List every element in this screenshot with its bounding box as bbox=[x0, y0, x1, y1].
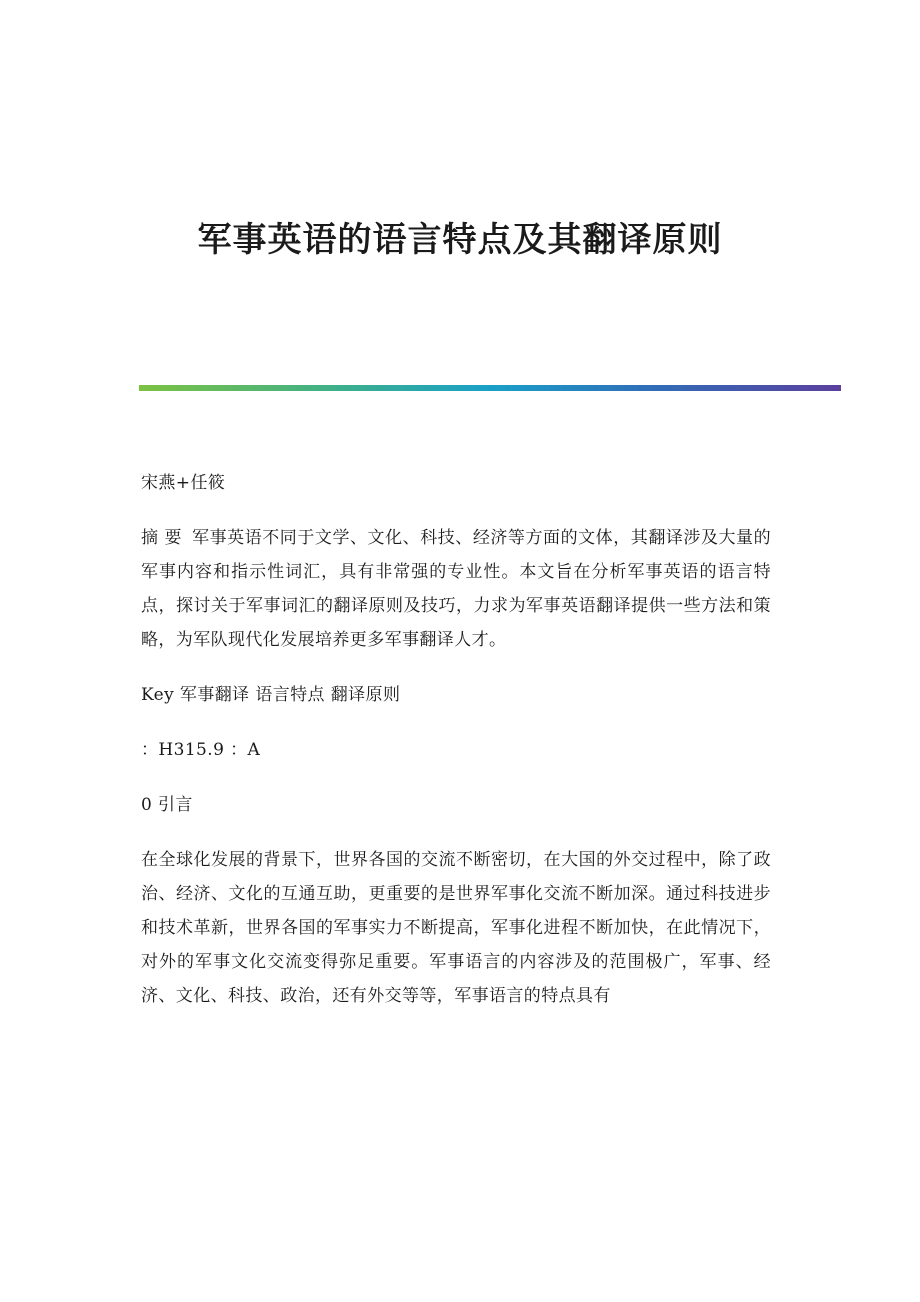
author-line: 宋燕+任筱 bbox=[141, 473, 226, 493]
abstract-text: 军事英语不同于文学、文化、科技、经济等方面的文体，其翻译涉及大量的军事内容和指示性词汇，具有非常强的专业性。本文旨在分析军事英语的语言特点，探讨关于军事词汇的翻译原则及技巧，力求为军事英语翻译提供一些方法和策略，为军队现代化发展培养更多军事翻译人才。 bbox=[141, 528, 772, 650]
body-paragraph: 在全球化发展的背景下，世界各国的交流不断密切，在大国的外交过程中，除了政治、经济、文化的互通互助，更重要的是世界军事化交流不断加深。通过科技进步和技术革新，世界各国的军事实力不断提高，军事化进程不断加快，在此情况下，对外的军事文化交流变得弥足重要。军事语言的内容涉及的范围极广，军事、经济、文化、科技、政治，还有外交等等，军事语言的特点具有 bbox=[141, 850, 771, 1006]
abstract-label: 摘 要 bbox=[141, 528, 183, 548]
section-heading: 0 引言 bbox=[141, 795, 193, 815]
keywords-label: Key bbox=[141, 685, 175, 705]
classification-line: ：H315.9 ：A bbox=[141, 740, 261, 760]
keyword-item: 语言特点 bbox=[255, 685, 325, 705]
page-title: 军事英语的语言特点及其翻译原则 bbox=[197, 220, 723, 260]
keyword-item: 翻译原则 bbox=[330, 685, 401, 705]
keyword-item: 军事翻译 bbox=[179, 685, 250, 705]
abstract bbox=[141, 521, 771, 657]
title-divider bbox=[139, 385, 841, 391]
article-body bbox=[141, 466, 771, 1034]
keywords-line bbox=[141, 678, 771, 712]
